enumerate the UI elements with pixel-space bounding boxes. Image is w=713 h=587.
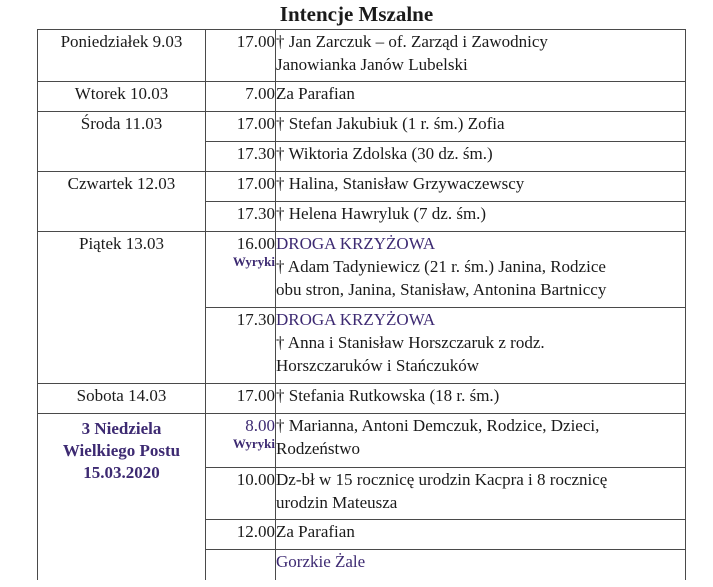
intention-cell xyxy=(276,308,686,384)
intention-cell: Za Parafian xyxy=(276,520,686,550)
intention-cell xyxy=(276,414,686,468)
time-cell: 7.00 xyxy=(206,82,276,112)
intention-cell: † Wiktoria Zdolska (30 dz. śm.) xyxy=(276,142,686,172)
intention-cell: Gorzkie Żale xyxy=(276,550,686,580)
time-cell: 10.00 xyxy=(206,468,276,520)
time-cell xyxy=(206,232,276,308)
place-label: Wyryki xyxy=(232,254,275,269)
intention-cell xyxy=(276,468,686,520)
service-heading: DROGA KRZYŻOWA xyxy=(276,234,436,253)
time-cell: 12.00 xyxy=(206,520,276,550)
intention-line: Rodzeństwo xyxy=(276,439,361,458)
intention-cell: † Stefania Rutkowska (18 r. śm.) xyxy=(276,384,686,414)
intention-line: † Adam Tadyniewicz (21 r. śm.) Janina, Rodzice xyxy=(276,257,606,276)
intention-line: Dz-bł w 15 rocznicę urodzin Kacpra i 8 rocznicę xyxy=(276,470,608,489)
day-cell-sunday xyxy=(38,414,206,580)
intention-cell xyxy=(276,232,686,308)
time-cell: 17.30 xyxy=(206,202,276,232)
table-row xyxy=(38,384,686,414)
time-cell: 17.00 xyxy=(206,30,276,82)
table-row xyxy=(38,82,686,112)
day-cell: Środa 11.03 xyxy=(38,112,206,172)
intention-cell xyxy=(276,30,686,82)
service-heading: DROGA KRZYŻOWA xyxy=(276,310,436,329)
time-cell: 17.00 xyxy=(206,112,276,142)
intention-cell: † Stefan Jakubiuk (1 r. śm.) Zofia xyxy=(276,112,686,142)
table-row xyxy=(38,232,686,308)
intention-line: Horszczaruków i Stańczuków xyxy=(276,356,479,375)
mass-intentions-table xyxy=(37,29,686,580)
intention-cell: † Halina, Stanisław Grzywaczewscy xyxy=(276,172,686,202)
day-cell: Czwartek 12.03 xyxy=(38,172,206,232)
day-cell: Piątek 13.03 xyxy=(38,232,206,384)
table-row xyxy=(38,414,686,468)
sunday-date: 15.03.2020 xyxy=(83,463,160,482)
day-cell: Sobota 14.03 xyxy=(38,384,206,414)
intention-line: Janowianka Janów Lubelski xyxy=(276,55,468,74)
intention-line: urodzin Mateusza xyxy=(276,493,398,512)
page-title: Intencje Mszalne xyxy=(279,2,434,26)
intention-cell: Za Parafian xyxy=(276,82,686,112)
time-cell: 17.00 xyxy=(206,172,276,202)
intention-line: † Jan Zarczuk – of. Zarząd i Zawodnicy xyxy=(276,32,548,51)
table-row xyxy=(38,112,686,142)
sunday-name: Wielkiego Postu xyxy=(62,441,181,460)
intention-line: † Marianna, Antoni Demczuk, Rodzice, Dzieci, xyxy=(276,416,600,435)
time-cell: 17.30 xyxy=(206,308,276,384)
day-cell: Wtorek 10.03 xyxy=(38,82,206,112)
intention-cell: † Helena Hawryluk (7 dz. śm.) xyxy=(276,202,686,232)
place-label: Wyryki xyxy=(232,436,275,451)
sunday-name: 3 Niedziela xyxy=(81,419,162,438)
intention-line: obu stron, Janina, Stanisław, Antonina Bartniccy xyxy=(276,280,607,299)
time-cell xyxy=(206,414,276,468)
intention-line: † Anna i Stanisław Horszczaruk z rodz. xyxy=(276,333,545,352)
time-cell: 17.30 xyxy=(206,142,276,172)
time-value: 8.00 xyxy=(245,416,275,435)
table-row xyxy=(38,30,686,82)
time-cell xyxy=(206,550,276,580)
time-cell: 17.00 xyxy=(206,384,276,414)
table-row xyxy=(38,172,686,202)
day-cell: Poniedziałek 9.03 xyxy=(38,30,206,82)
time-value: 16.00 xyxy=(236,234,275,253)
